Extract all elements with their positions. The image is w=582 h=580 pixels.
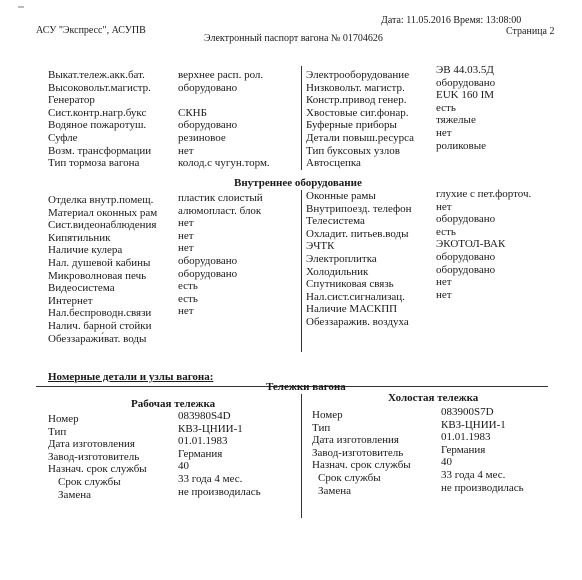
bogies-title: Тележки вагона: [266, 381, 346, 393]
field-row: Обеззаражи́ват. воды: [48, 332, 147, 345]
field-row: Германия: [178, 447, 223, 460]
field-row: EUK 160 IM: [436, 89, 495, 102]
field-row: нет: [436, 200, 452, 213]
field-row: нет: [436, 288, 452, 301]
field-row: ЭЧТК: [306, 240, 335, 253]
interior-title: Внутреннее оборудование: [234, 177, 362, 189]
field-row: Нал.сист.сигнализац.: [306, 290, 405, 303]
field-row: оборудовано: [436, 76, 496, 89]
field-row: тяжелые: [436, 114, 476, 127]
header-date: 11.05.2016: [406, 15, 451, 26]
field-row: [178, 331, 263, 344]
field-row: оборудовано: [178, 254, 238, 267]
field-row: Замена: [318, 484, 352, 497]
field-row: нет: [436, 126, 452, 139]
field-row: Генератор: [48, 94, 95, 107]
field-row: Низковольт. магистр.: [306, 81, 405, 94]
divider-interior: [301, 190, 302, 352]
field-row: нет: [178, 229, 194, 242]
idle-bogie-title: Холостая тележка: [388, 392, 479, 404]
field-row: Обеззаражив. воздуха: [306, 315, 409, 328]
field-row: колод.с чугун.торм.: [178, 157, 270, 170]
field-row: Кипятильник: [48, 231, 111, 244]
field-row: КВЗ-ЦНИИ-1: [178, 422, 243, 435]
field-row: Германия: [441, 443, 486, 456]
field-row: Номер: [48, 413, 79, 425]
field-row: оборудовано: [436, 213, 496, 226]
field-row: нет: [178, 242, 194, 255]
field-row: 083980S4D: [178, 410, 231, 422]
field-row: ЭКОТОЛ-ВАК: [436, 238, 506, 251]
field-row: Констр.привод генер.: [306, 94, 407, 107]
field-row: КВЗ-ЦНИИ-1: [441, 418, 506, 431]
working-bogie-title: Рабочая тележка: [131, 398, 216, 410]
field-row: Выкат.тележ.акк.бат.: [48, 69, 145, 81]
field-row: 33 года 4 мес.: [178, 472, 243, 485]
field-row: нет: [178, 305, 194, 318]
field-row: Дата изготовления: [48, 438, 135, 451]
field-row: [178, 94, 270, 107]
field-row: Оконные рамы: [306, 190, 376, 202]
field-row: 33 года 4 мес.: [441, 468, 506, 481]
header-datetime: Дата: 11.05.2016 Время: 13:08:00: [381, 15, 522, 26]
field-row: не производилась: [178, 485, 261, 498]
field-row: Замена: [58, 488, 92, 501]
field-row: Возм. трансформации: [48, 144, 152, 157]
field-row: не производилась: [441, 481, 524, 494]
field-row: [436, 301, 531, 314]
field-row: Детали повыш.ресурса: [306, 131, 415, 144]
field-row: Наличие МАСКПП: [306, 303, 398, 316]
field-row: Нал. душевой кабины: [48, 256, 151, 269]
working-bogie-values: [178, 410, 261, 498]
field-row: роликовые: [436, 139, 486, 152]
field-row: есть: [178, 280, 198, 293]
field-row: Завод-изготовитель: [48, 450, 140, 463]
field-row: 40: [178, 460, 189, 473]
working-bogie-labels: [48, 413, 147, 501]
field-row: Внутрипоезд. телефон: [306, 202, 412, 215]
system-name: АСУ "Экспресс", АСУПВ: [36, 25, 146, 36]
field-row: нет: [178, 144, 194, 157]
field-row: Наличие кулера: [48, 244, 123, 257]
field-row: ЭВ 44.03.5Д: [436, 64, 494, 76]
interior-left-values: [178, 192, 263, 343]
field-row: [178, 318, 263, 331]
top-left-values: [178, 69, 270, 170]
field-row: Телесистема: [306, 215, 365, 228]
field-row: Хвостовые сиг.фонар.: [306, 106, 409, 119]
field-row: Материал оконных рам: [48, 206, 158, 219]
field-row: Дата изготовления: [312, 434, 399, 447]
field-row: Нал.беспроводн.связи: [48, 307, 152, 320]
field-row: Тип буксовых узлов: [306, 144, 400, 157]
interior-right-labels: [306, 190, 412, 329]
field-row: оборудовано: [178, 81, 238, 94]
divider-bogies: [301, 394, 302, 518]
field-row: есть: [178, 292, 198, 305]
field-row: Высоковольт.магистр.: [48, 81, 151, 94]
field-row: Тип: [312, 421, 331, 434]
field-row: Интернет: [48, 294, 93, 307]
field-row: Отделка внутр.помещ.: [48, 194, 154, 206]
top-right-values: [436, 64, 495, 165]
field-row: оборудовано: [178, 267, 238, 280]
field-row: Холодильник: [306, 265, 369, 278]
field-row: есть: [436, 225, 456, 238]
field-row: Автосцепка: [306, 157, 361, 170]
field-row: [436, 152, 495, 165]
field-row: Видеосистема: [48, 282, 115, 295]
field-row: есть: [436, 101, 456, 114]
field-row: Микроволновая печь: [48, 269, 147, 282]
field-row: [436, 314, 531, 327]
field-row: Спутниковая связь: [306, 278, 394, 291]
top-left-labels: [48, 69, 151, 170]
field-row: Срок службы: [58, 475, 121, 488]
field-row: Срок службы: [318, 471, 381, 484]
interior-right-values: [436, 188, 531, 327]
scan-mark: [18, 6, 24, 8]
idle-bogie-values: [441, 406, 524, 494]
field-row: 083900S7D: [441, 406, 494, 418]
header-time: 13:08:00: [485, 15, 522, 26]
field-row: Назнач. срок службы: [312, 459, 411, 472]
interior-left-labels: [48, 194, 157, 345]
field-row: оборудовано: [436, 263, 496, 276]
field-row: алюмопласт. блок: [178, 204, 262, 217]
field-row: Номер: [312, 409, 343, 421]
field-row: Назнач. срок службы: [48, 463, 147, 476]
field-row: Завод-изготовитель: [312, 446, 404, 459]
field-row: 40: [441, 456, 452, 469]
field-row: Налич. барной стойки: [48, 319, 152, 332]
field-row: Электроплитка: [306, 252, 377, 265]
field-row: пластик слоистый: [178, 192, 263, 204]
idle-bogie-labels: [312, 409, 411, 497]
document-title: Электронный паспорт вагона № 01704626: [204, 33, 383, 44]
field-row: Сист.видеонаблюдения: [48, 219, 157, 232]
field-row: Сист.контр.нагр.букс: [48, 106, 147, 119]
field-row: глухие с пет.форточ.: [436, 188, 532, 200]
field-row: резиновое: [178, 131, 226, 144]
parts-heading: Номерные детали и узлы вагона:: [48, 371, 214, 383]
field-row: 01.01.1983: [178, 435, 228, 448]
field-row: верхнее расп. рол.: [178, 69, 264, 81]
field-row: Буферные приборы: [306, 119, 397, 132]
field-row: СКНБ: [178, 106, 207, 119]
field-row: 01.01.1983: [441, 431, 491, 444]
field-row: Водяное пожаротуш.: [48, 119, 147, 132]
field-row: Суфле: [48, 131, 78, 144]
field-row: Тип тормоза вагона: [48, 157, 140, 170]
divider-top: [301, 66, 302, 170]
field-row: Охладит. питьев.воды: [306, 227, 409, 240]
field-row: оборудовано: [436, 250, 496, 263]
field-row: нет: [178, 217, 194, 230]
field-row: Тип: [48, 425, 67, 438]
field-row: Электрооборудование: [306, 69, 410, 81]
top-right-labels: [306, 69, 414, 170]
field-row: оборудовано: [178, 119, 238, 132]
field-row: нет: [436, 276, 452, 289]
page-number: Страница 2: [506, 26, 555, 37]
